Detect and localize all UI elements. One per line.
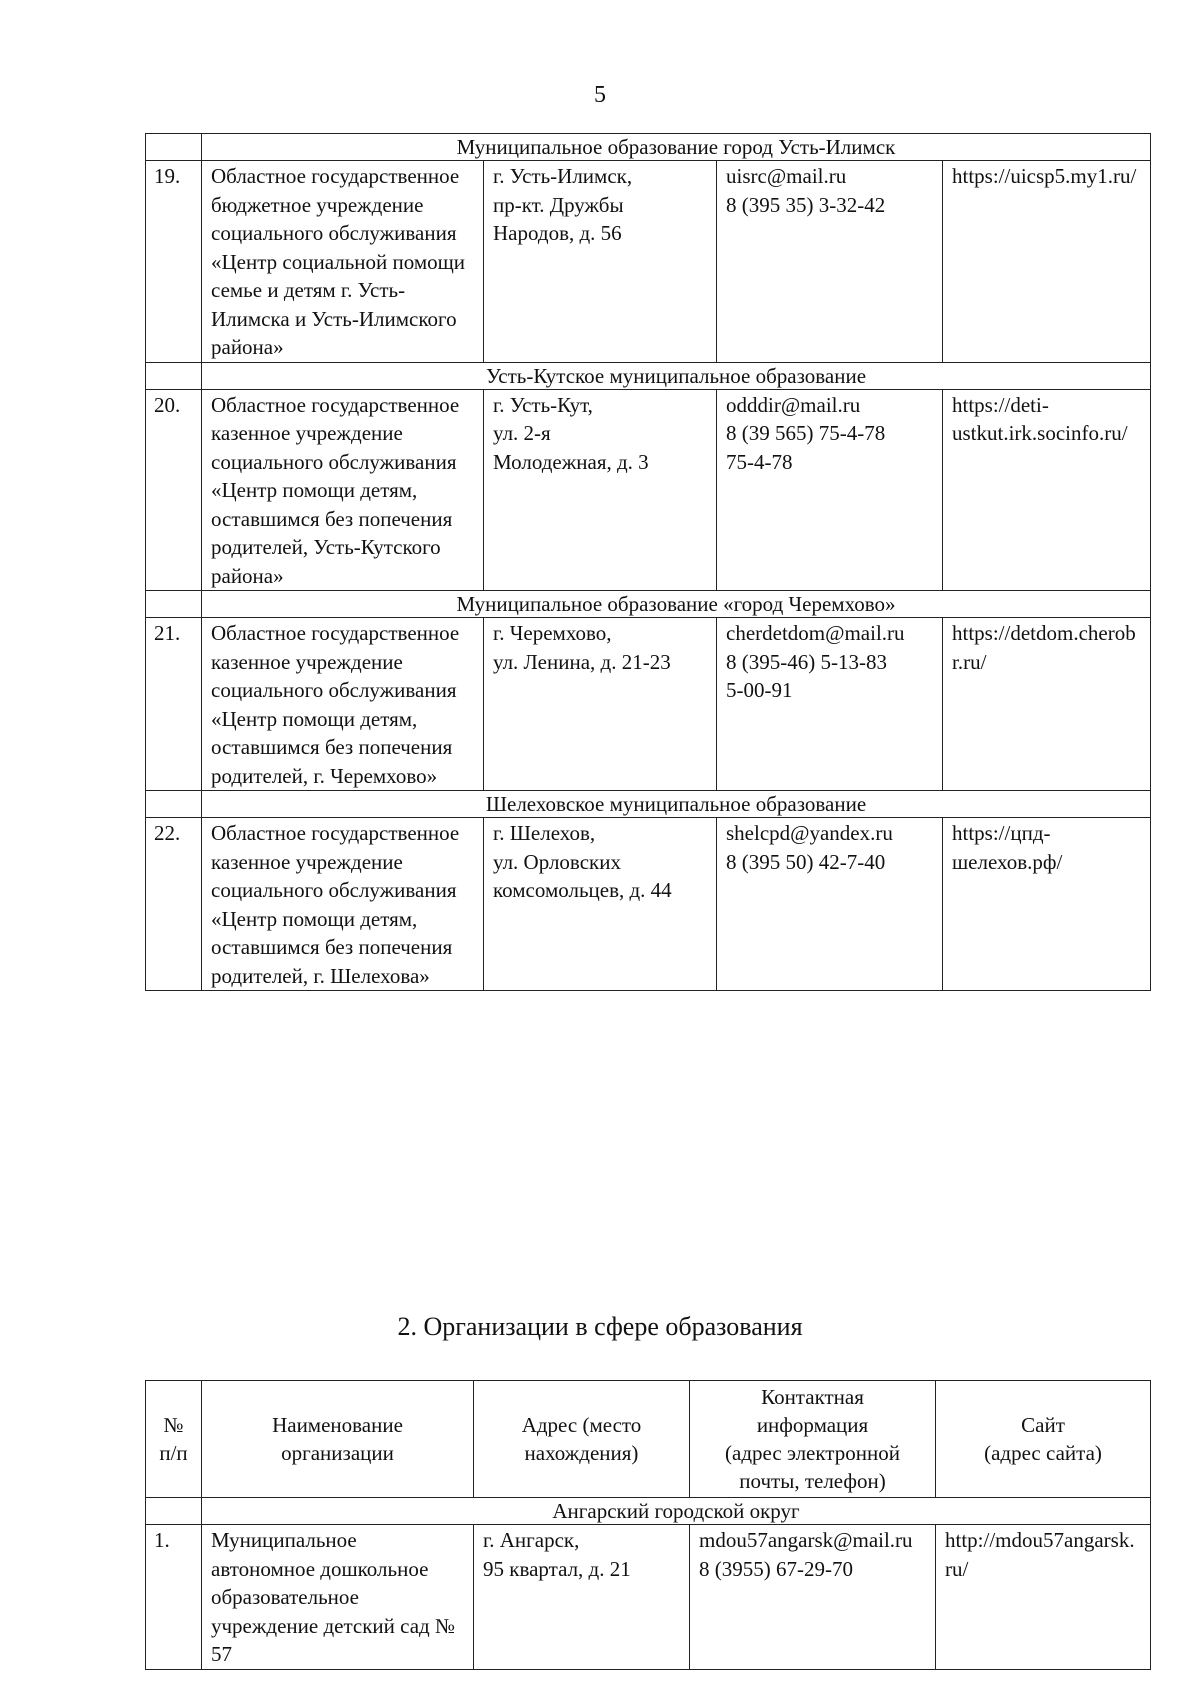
organization-contacts: odddir@mail.ru 8 (39 565) 75-4-78 75-4-78 bbox=[717, 389, 943, 591]
region-title: Усть-Кутское муниципальное образование bbox=[202, 362, 1151, 389]
region-title: Шелеховское муниципальное образование bbox=[202, 791, 1151, 818]
organization-site[interactable]: https://deti-ustkut.irk.socinfo.ru/ bbox=[943, 389, 1151, 591]
page-number: 5 bbox=[594, 82, 606, 108]
region-row bbox=[146, 791, 1151, 818]
table-row bbox=[146, 389, 1151, 591]
organization-address: г. Усть-Илимск, пр-кт. Дружбы Народов, д. 56 bbox=[484, 161, 717, 363]
header-contacts: Контактная информация (адрес электронной почты, телефон) bbox=[690, 1381, 936, 1498]
header-address: Адрес (место нахождения) bbox=[474, 1381, 690, 1498]
table-row bbox=[146, 618, 1151, 791]
region-title: Муниципальное образование город Усть-Илимск bbox=[202, 134, 1151, 161]
row-number: 19. bbox=[146, 161, 202, 363]
row-number: 1. bbox=[146, 1525, 202, 1670]
region-row bbox=[146, 591, 1151, 618]
header-name: Наименование организации bbox=[202, 1381, 474, 1498]
organization-contacts: cherdetdom@mail.ru 8 (395-46) 5-13-83 5-00-91 bbox=[717, 618, 943, 791]
row-number: 20. bbox=[146, 389, 202, 591]
section-title: 2. Организации в сфере образования bbox=[397, 1312, 803, 1341]
organization-site[interactable]: https://detdom.cherobr.ru/ bbox=[943, 618, 1151, 791]
organization-contacts: shelcpd@yandex.ru 8 (395 50) 42-7-40 bbox=[717, 818, 943, 991]
row-number: 22. bbox=[146, 818, 202, 991]
organization-address: г. Шелехов, ул. Орловских комсомольцев, д. 44 bbox=[484, 818, 717, 991]
organization-address: г. Ангарск, 95 квартал, д. 21 bbox=[474, 1525, 690, 1670]
organization-name: Областное государственное казенное учреждение социального обслуживания «Центр помощи детям, оставшимся без попечения родителей, г. Шелехова» bbox=[202, 818, 484, 991]
organization-site[interactable]: https://цпд-шелехов.рф/ bbox=[943, 818, 1151, 991]
region-title: Муниципальное образование «город Черемхово» bbox=[202, 591, 1151, 618]
organization-contacts: mdou57angarsk@mail.ru 8 (3955) 67-29-70 bbox=[690, 1525, 936, 1670]
table-header-row bbox=[146, 1381, 1151, 1498]
organization-name: Муниципальное автономное дошкольное образовательное учреждение детский сад № 57 bbox=[202, 1525, 474, 1670]
header-num: № п/п bbox=[146, 1381, 202, 1498]
organization-site[interactable]: http://mdou57angarsk.ru/ bbox=[936, 1525, 1151, 1670]
table-row bbox=[146, 161, 1151, 363]
organization-address: г. Усть-Кут, ул. 2-я Молодежная, д. 3 bbox=[484, 389, 717, 591]
region-row bbox=[146, 362, 1151, 389]
header-site: Сайт (адрес сайта) bbox=[936, 1381, 1151, 1498]
organization-name: Областное государственное казенное учреждение социального обслуживания «Центр помощи детям, оставшимся без попечения родителей, г. Черемхово» bbox=[202, 618, 484, 791]
institutions-table-education bbox=[145, 1380, 1151, 1670]
region-title: Ангарский городской округ bbox=[202, 1498, 1151, 1525]
organization-name: Областное государственное казенное учреждение социального обслуживания «Центр помощи детям, оставшимся без попечения родителей, Усть-Кутского района» bbox=[202, 389, 484, 591]
organization-site[interactable]: https://uicsp5.my1.ru/ bbox=[943, 161, 1151, 363]
region-row bbox=[146, 1498, 1151, 1525]
table-row bbox=[146, 1525, 1151, 1670]
table-row bbox=[146, 818, 1151, 991]
organization-name: Областное государственное бюджетное учреждение социального обслуживания «Центр социальной помощи семье и детям г. Усть-Илимска и Усть-Илимского района» bbox=[202, 161, 484, 363]
organization-address: г. Черемхово, ул. Ленина, д. 21-23 bbox=[484, 618, 717, 791]
institutions-table-social bbox=[145, 133, 1151, 991]
region-row bbox=[146, 134, 1151, 161]
organization-contacts: uisrc@mail.ru 8 (395 35) 3-32-42 bbox=[717, 161, 943, 363]
row-number: 21. bbox=[146, 618, 202, 791]
